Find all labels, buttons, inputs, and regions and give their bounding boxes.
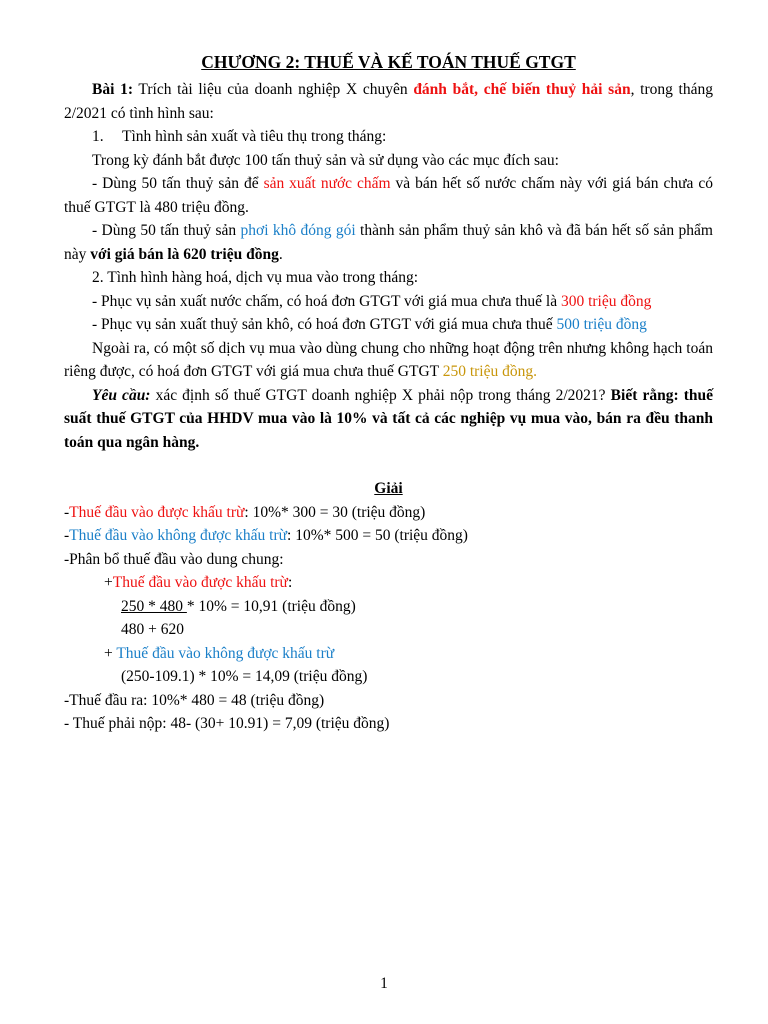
- bullet-text: - Phục vụ sản xuất thuỷ sản khô, có hoá đơn GTGT với giá mua chưa thuế: [92, 316, 557, 333]
- section2-bullet-2: [64, 313, 713, 337]
- solution-line-8: (250-109.1) * 10% = 14,09 (triệu đồng): [121, 668, 368, 685]
- solution-title: Giải: [374, 480, 403, 497]
- line-text: : 10%* 300 = 30 (triệu đồng): [244, 503, 426, 521]
- paragraph-highlight: 250 triệu đồng.: [442, 363, 537, 380]
- intro-text: Trích tài liệu của doanh nghiệp X chuyên: [133, 81, 414, 98]
- bullet-highlight: 500 triệu đồng: [556, 316, 647, 333]
- solution-line-5: [64, 595, 713, 619]
- business-highlight: đánh bắt, chế biến thuỷ hải sản: [413, 81, 631, 98]
- line-text: : 10%* 500 = 50 (triệu đồng): [287, 527, 468, 544]
- solution-line-2: [64, 524, 713, 548]
- bullet-highlight: sản xuất nước chấm: [263, 175, 391, 192]
- requirement-bold: Biết rằng: thuế suất thuế GTGT của HHDV mua vào là 10% và tất cả các nghiệp vụ mua vào, bán ra đều thanh toán qua ngân hàng.: [64, 386, 713, 451]
- requirement-text: xác định số thuế GTGT doanh nghiệp X phải nộp trong tháng 2/2021?: [150, 386, 611, 404]
- line-text: -: [64, 527, 70, 544]
- line-text: +: [104, 574, 113, 591]
- section2-bullet-1: [64, 290, 713, 314]
- document-page: [64, 50, 713, 736]
- line-text: * 10% = 10,91 (triệu đồng): [186, 597, 356, 615]
- bullet-bold: với giá bán là 620 triệu đồng: [90, 245, 279, 263]
- line-text: -: [64, 503, 70, 521]
- bullet-text: và bán hết số nước chấm này với giá bán chưa có thuế GTGT là 480 triệu đồng.: [64, 175, 713, 216]
- bullet-text: - Dùng 50 tấn thuỷ sản: [92, 222, 241, 239]
- fraction-numerator: 250 * 480: [121, 597, 187, 615]
- line-text: +: [104, 644, 117, 662]
- line-highlight: Thuế đầu vào không được khấu trừ: [116, 644, 335, 662]
- solution-line-9: -Thuế đầu ra: 10%* 480 = 48 (triệu đồng): [64, 691, 325, 709]
- exercise-intro: [64, 78, 713, 125]
- section1-bullet-1: [64, 172, 713, 219]
- bullet-text: thành sản phẩm thuỷ sản khô và đã bán hết số sản phẩm này: [64, 222, 713, 263]
- section1-heading-text: Tình hình sản xuất và tiêu thụ trong tháng:: [122, 128, 387, 145]
- intro-text-end: , trong tháng 2/2021 có tình hình sau:: [64, 81, 713, 122]
- section1-number: 1.: [92, 128, 104, 145]
- solution-line-4: [64, 571, 713, 595]
- section1-bullet-2: [64, 219, 713, 266]
- line-highlight: Thuế đầu vào được khấu trừ: [112, 574, 288, 591]
- line-highlight: Thuế đầu vào không được khấu trừ: [69, 527, 288, 544]
- solution-line-7: [64, 642, 713, 666]
- line-text: :: [287, 574, 293, 591]
- solution-line-6: 480 + 620: [121, 621, 184, 638]
- bullet-text: - Dùng 50 tấn thuỷ sản để: [92, 175, 264, 192]
- section2-heading: 2. Tình hình hàng hoá, dịch vụ mua vào trong tháng:: [92, 269, 419, 286]
- solution-line-1: [64, 501, 713, 525]
- section1-heading: [64, 125, 713, 149]
- line-highlight: Thuế đầu vào được khấu trừ: [69, 503, 245, 521]
- exercise-label: Bài 1:: [92, 81, 134, 98]
- requirement-label: Yêu cầu:: [92, 386, 151, 404]
- section2-paragraph: [64, 337, 713, 384]
- bullet-highlight: 300 triệu đồng: [560, 292, 652, 310]
- bullet-highlight: phơi khô đóng gói: [240, 222, 356, 239]
- section1-paragraph: Trong kỳ đánh bắt được 100 tấn thuỷ sản và sử dụng vào các mục đích sau:: [92, 151, 559, 169]
- bullet-text: - Phục vụ sản xuất nước chấm, có hoá đơn GTGT với giá mua chưa thuế là: [92, 292, 561, 310]
- page-number: 1: [380, 975, 388, 992]
- paragraph-text: Ngoài ra, có một số dịch vụ mua vào dùng chung cho những hoạt động trên nhưng không hạch toán riêng được, có hoá đơn GTGT với giá mua chưa thuế GTGT: [64, 339, 713, 380]
- page-title: CHƯƠNG 2: THUẾ VÀ KẾ TOÁN THUẾ GTGT: [201, 52, 576, 72]
- solution-line-10: - Thuế phải nộp: 48- (30+ 10.91) = 7,09 (triệu đồng): [64, 715, 390, 732]
- solution-line-3: -Phân bổ thuế đầu vào dung chung:: [64, 550, 284, 568]
- bullet-text: .: [278, 245, 283, 263]
- requirement: [64, 384, 713, 455]
